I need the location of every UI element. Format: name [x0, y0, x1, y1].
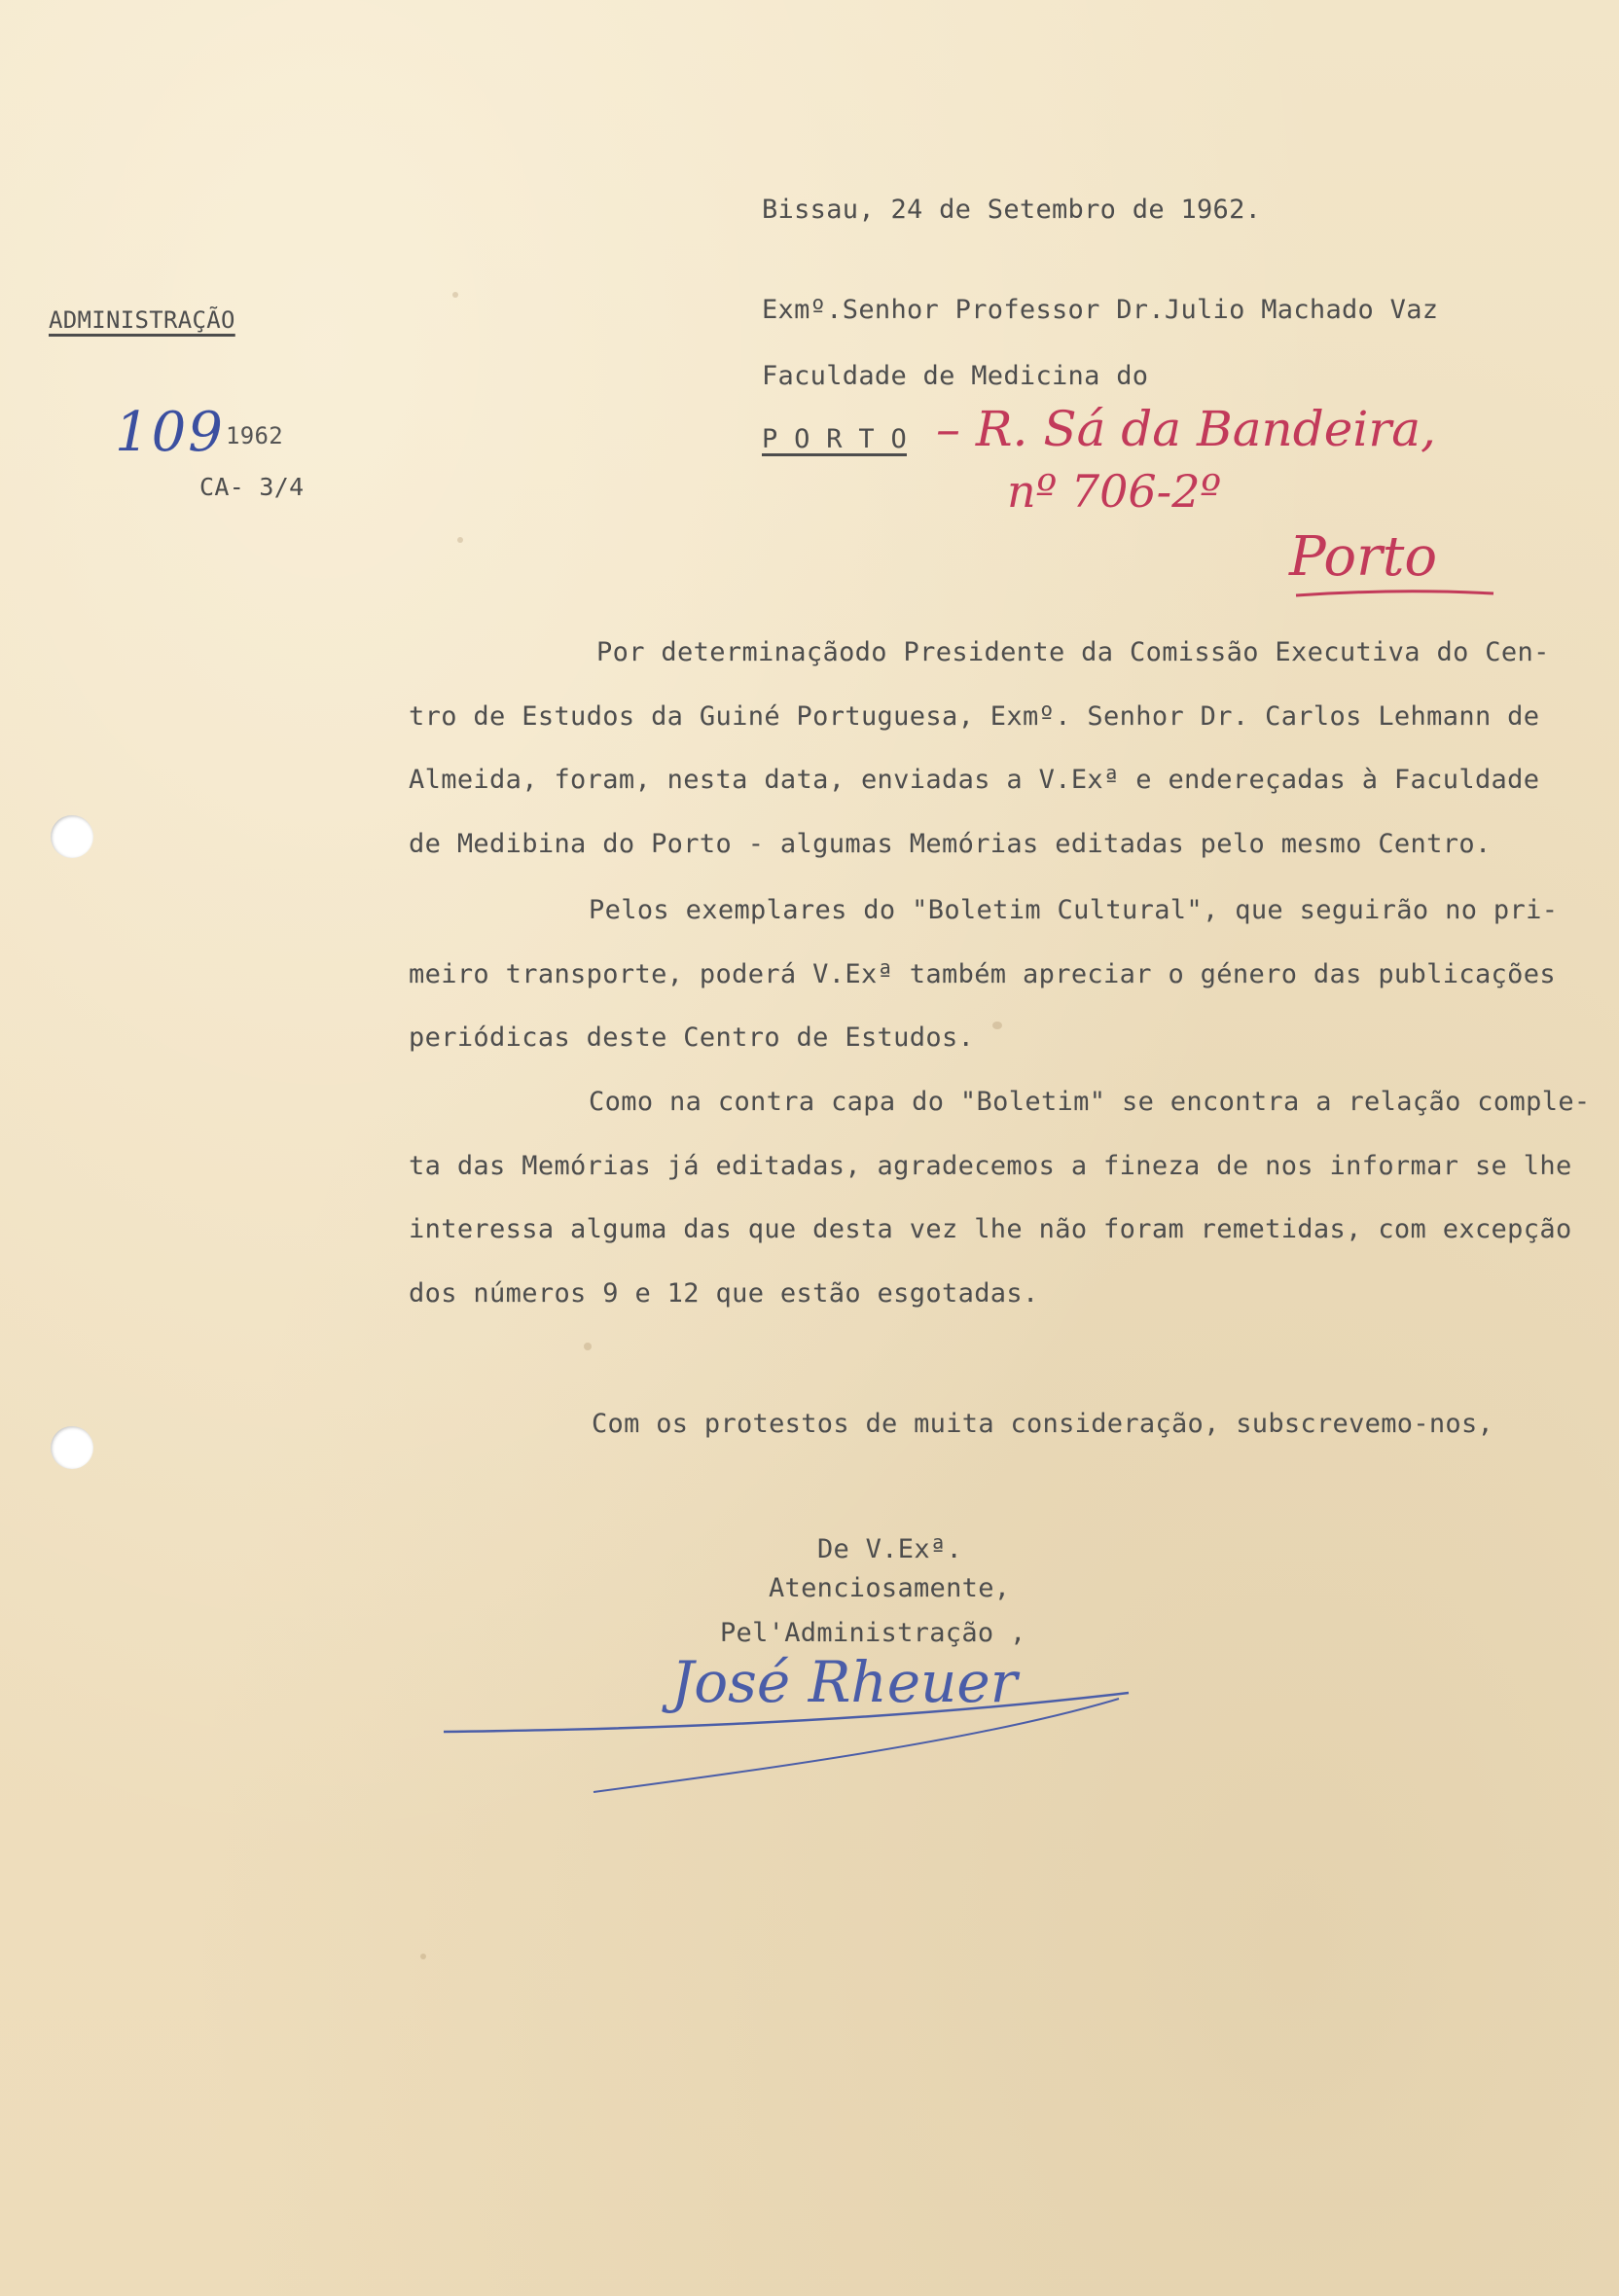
reference-number: 109 [115, 401, 225, 464]
paragraph-2-line: meiro transporte, poderá V.Exª também apreciar o género das publicações [409, 958, 1556, 989]
paragraph-3-line: ta das Memórias já editadas, agradecemos a fineza de nos informar se lhe [409, 1150, 1572, 1181]
paper-spot [420, 1954, 426, 1959]
paragraph-2 [409, 879, 1576, 1070]
paragraph-1-line: Almeida, foram, nesta data, enviadas a V.Exª e endereçadas à Faculdade [409, 765, 1540, 795]
paragraph-1-line: tro de Estudos da Guiné Portuguesa, Exmº. Senhor Dr. Carlos Lehmann de [409, 700, 1540, 732]
paper-spot [584, 1343, 592, 1350]
signoff-line-1: De V.Exª. [817, 1534, 962, 1564]
closing-formula: Com os protestos de muita consideração, subscrevemo-nos, [592, 1409, 1494, 1439]
paragraph-2-line: Pelos exemplares do "Boletim Cultural", que seguirão no pri- [589, 895, 1559, 925]
signoff-line-3: Pel'Administração , [720, 1618, 1026, 1648]
paper-spot [452, 292, 458, 298]
paragraph-3-line: interessa alguma das que desta vez lhe não foram remetidas, com excepção [409, 1214, 1572, 1244]
paragraph-2-line: periódicas deste Centro de Estudos. [409, 1022, 975, 1053]
addressee-institution: Faculdade de Medicina do [762, 361, 1149, 391]
signoff-line-2: Atenciosamente, [769, 1573, 1011, 1603]
paragraph-1-line: de Medibina do Porto - algumas Memórias editadas pelo mesmo Centro. [409, 828, 1492, 859]
handwritten-street: – R. Sá da Bandeira, [936, 401, 1436, 457]
handwritten-city-underline [1294, 584, 1498, 603]
paragraph-3-line: dos números 9 e 12 que estão esgotadas. [409, 1277, 1039, 1309]
department-label: ADMINISTRAÇÃO [49, 306, 235, 334]
reference-year: 1962 [226, 422, 283, 449]
paragraph-1 [409, 621, 1576, 876]
place-date: Bissau, 24 de Setembro de 1962. [762, 195, 1262, 225]
paragraph-3-line: Como na contra capa do "Boletim" se encontra a relação comple- [589, 1087, 1591, 1117]
signature: José Rheuer [671, 1649, 1018, 1715]
signature-flourish [438, 1654, 1138, 1800]
handwritten-city: Porto [1289, 525, 1438, 589]
punch-hole-bottom [51, 1426, 93, 1469]
handwritten-number: nº 706-2º [1007, 465, 1222, 518]
punch-hole-top [51, 815, 93, 858]
paragraph-1-line: Por determinaçãodo Presidente da Comissão Executiva do Cen- [596, 637, 1550, 667]
addressee-city: P O R T O [762, 424, 907, 454]
paragraph-3 [409, 1070, 1591, 1325]
reference-code: CA- 3/4 [199, 473, 305, 501]
paper-spot [457, 537, 463, 543]
addressee-name: Exmº.Senhor Professor Dr.Julio Machado Vaz [762, 295, 1439, 325]
